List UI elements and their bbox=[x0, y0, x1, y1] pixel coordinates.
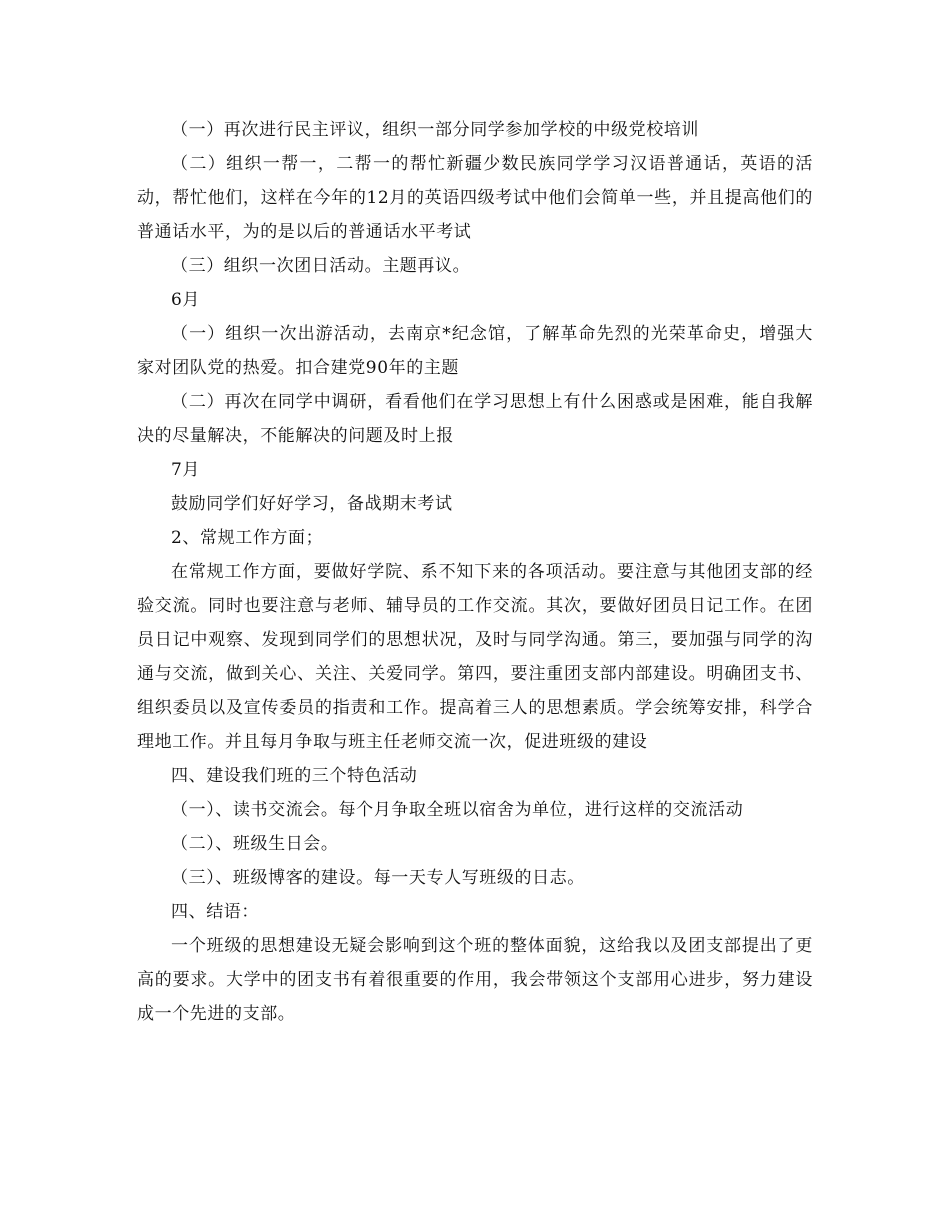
paragraph-memorial-trip: （一）组织一次出游活动，去南京*纪念馆，了解革命先烈的光荣革命史，增强大家对团队党的热爱。扣合建党90年的主题 bbox=[137, 324, 813, 378]
section-heading-conclusion: 四、结语： bbox=[171, 902, 259, 922]
paragraph-conclusion: 一个班级的思想建设无疑会影响到这个班的整体面貌，这给我以及团支部提出了更高的要求。大学中的团支书有着很重要的作用，我会带领这个支部用心进步，努力建设成一个先进的支部。 bbox=[137, 936, 813, 1024]
paragraph-routine-work: 在常规工作方面，要做好学院、系不知下来的各项活动。要注意与其他团支部的经验交流。同时也要注意与老师、辅导员的工作交流。其次，要做好团员日记工作。在团员日记中观察、发现到同学们的思想状况，及时与同学沟通。第三，要加强与同学的沟通与交流，做到关心、关注、关爱同学。第四，要注重团支部内部建设。明确团支书、组织委员以及宣传委员的指责和工作。提高着三人的思想素质。学会统筹安排，科学合理地工作。并且每月争取与班主任老师交流一次，促进班级的建设 bbox=[137, 562, 813, 752]
section-heading-featured-activities: 四、建设我们班的三个特色活动 bbox=[171, 766, 418, 786]
paragraph-class-blog: （三）、班级博客的建设。每一天专人写班级的日志。 bbox=[171, 868, 585, 888]
paragraph-reading-exchange: （一）、读书交流会。每个月争取全班以宿舍为单位，进行这样的交流活动 bbox=[171, 800, 744, 820]
month-heading-july: 7月 bbox=[171, 460, 201, 480]
paragraph-party-school-training: （一）再次进行民主评议，组织一部分同学参加学校的中级党校培训 bbox=[171, 120, 699, 140]
paragraph-league-day: （三）组织一次团日活动。主题再议。 bbox=[171, 256, 471, 276]
paragraph-student-survey: （二）再次在同学中调研，看看他们在学习思想上有什么困惑或是困难，能自我解决的尽量解决，不能解决的问题及时上报 bbox=[137, 392, 813, 446]
month-heading-june: 6月 bbox=[171, 290, 201, 310]
paragraph-final-exams: 鼓励同学们好好学习，备战期末考试 bbox=[171, 494, 453, 514]
paragraph-mandarin-tutoring: （二）组织一帮一，二帮一的帮忙新疆少数民族同学学习汉语普通话，英语的活动，帮忙他们，这样在今年的12月的英语四级考试中他们会简单一些，并且提高他们的普通话水平，为的是以后的普通话水平考试 bbox=[137, 154, 813, 242]
document-body bbox=[137, 113, 813, 1031]
paragraph-birthday-party: （二）、班级生日会。 bbox=[171, 834, 339, 854]
section-heading-routine-work: 2、常规工作方面； bbox=[171, 528, 324, 548]
